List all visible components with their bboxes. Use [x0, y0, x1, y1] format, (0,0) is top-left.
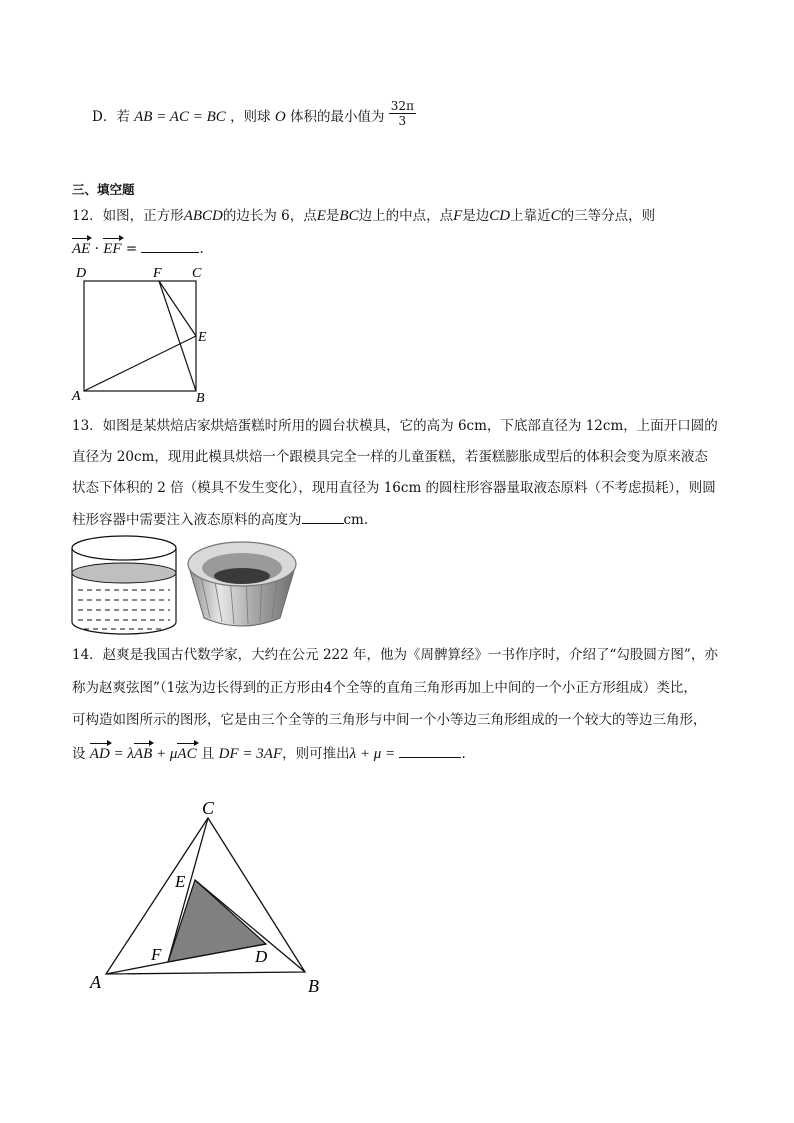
segment-fe — [159, 281, 196, 336]
segment-ae — [84, 336, 196, 391]
q11-option-d: D．若 AB = AC = BC ，则球 O 体积的最小值为 $\frac{32\pi}{3}$ — [92, 99, 414, 128]
label-d: D — [255, 947, 268, 966]
label-a: A — [90, 972, 101, 992]
cake-mold-figure — [186, 538, 298, 630]
q13-line-4: 柱形容器中需要注入液态原料的高度为 cm. — [72, 509, 368, 530]
q11-condition: AB = AC = BC — [134, 109, 226, 125]
q14-line-1: 14．赵爽是我国古代数学家，大约在公元 222 年，他为《周髀算经》一书作序时，介绍了“勾股圆方图”，亦 — [72, 647, 718, 663]
square-abcd — [84, 281, 196, 391]
label-f: F — [153, 266, 162, 281]
q13-answer-blank[interactable] — [302, 509, 344, 524]
inner-triangle-def — [168, 880, 266, 962]
label-c: C — [202, 798, 215, 818]
segment-fb — [159, 281, 196, 391]
cylinder-container-figure — [70, 534, 180, 638]
q14-answer-blank[interactable] — [399, 743, 461, 758]
q13-line-3: 状态下体积的 2 倍（模具不发生变化），现用直径为 16cm 的圆柱形容器量取液态原料（不考虑损耗），则圆 — [72, 480, 716, 496]
q13-line-1: 13．如图是某烘焙店家烘焙蛋糕时所用的圆台状模具，它的高为 6cm，下底部直径为 12cm，上面开口圆的 — [72, 418, 718, 434]
q12-answer-blank[interactable] — [141, 238, 199, 253]
section-title: 三、填空题 — [72, 182, 135, 197]
label-d: D — [76, 266, 87, 281]
q14-line-3: 可构造如图所示的图形，它是由三个全等的三角形与中间一个小等边三角形组成的一个较大的等边三角形， — [72, 712, 707, 728]
label-b: B — [196, 391, 205, 406]
label-b: B — [308, 976, 319, 996]
label-e: E — [198, 330, 207, 345]
q13-line-2: 直径为 20cm，现用此模具烘焙一个跟模具完全一样的儿童蛋糕，若蛋糕膨胀成型后的体积会变为原来液态 — [72, 449, 708, 465]
label-a: A — [72, 389, 81, 404]
q11-fraction: $\frac{32\pi}{3}$ — [390, 99, 414, 128]
q12-text: 12．如图，正方形ABCD的边长为 6，点E是BC边上的中点，点F是边CD上靠近C的三等分点，则 — [72, 208, 656, 224]
liquid-surface — [72, 563, 176, 583]
q14-triangle-figure — [80, 794, 330, 1000]
label-e: E — [175, 872, 186, 891]
liquid-dashes — [78, 590, 170, 629]
q12-expression: AE · EF = . — [72, 238, 204, 259]
label-f: F — [151, 945, 162, 964]
q14-line-4: 设 AD = λAB + μAC 且 DF = 3AF，则可推出λ + μ = . — [72, 743, 466, 764]
q12-square-figure — [70, 262, 220, 407]
label-c: C — [192, 266, 202, 281]
q14-line-2: 称为赵爽弦图”（1弦为边长得到的正方形由4个全等的直角三角形再加上中间的一个小正方形组成）类比， — [72, 680, 697, 696]
